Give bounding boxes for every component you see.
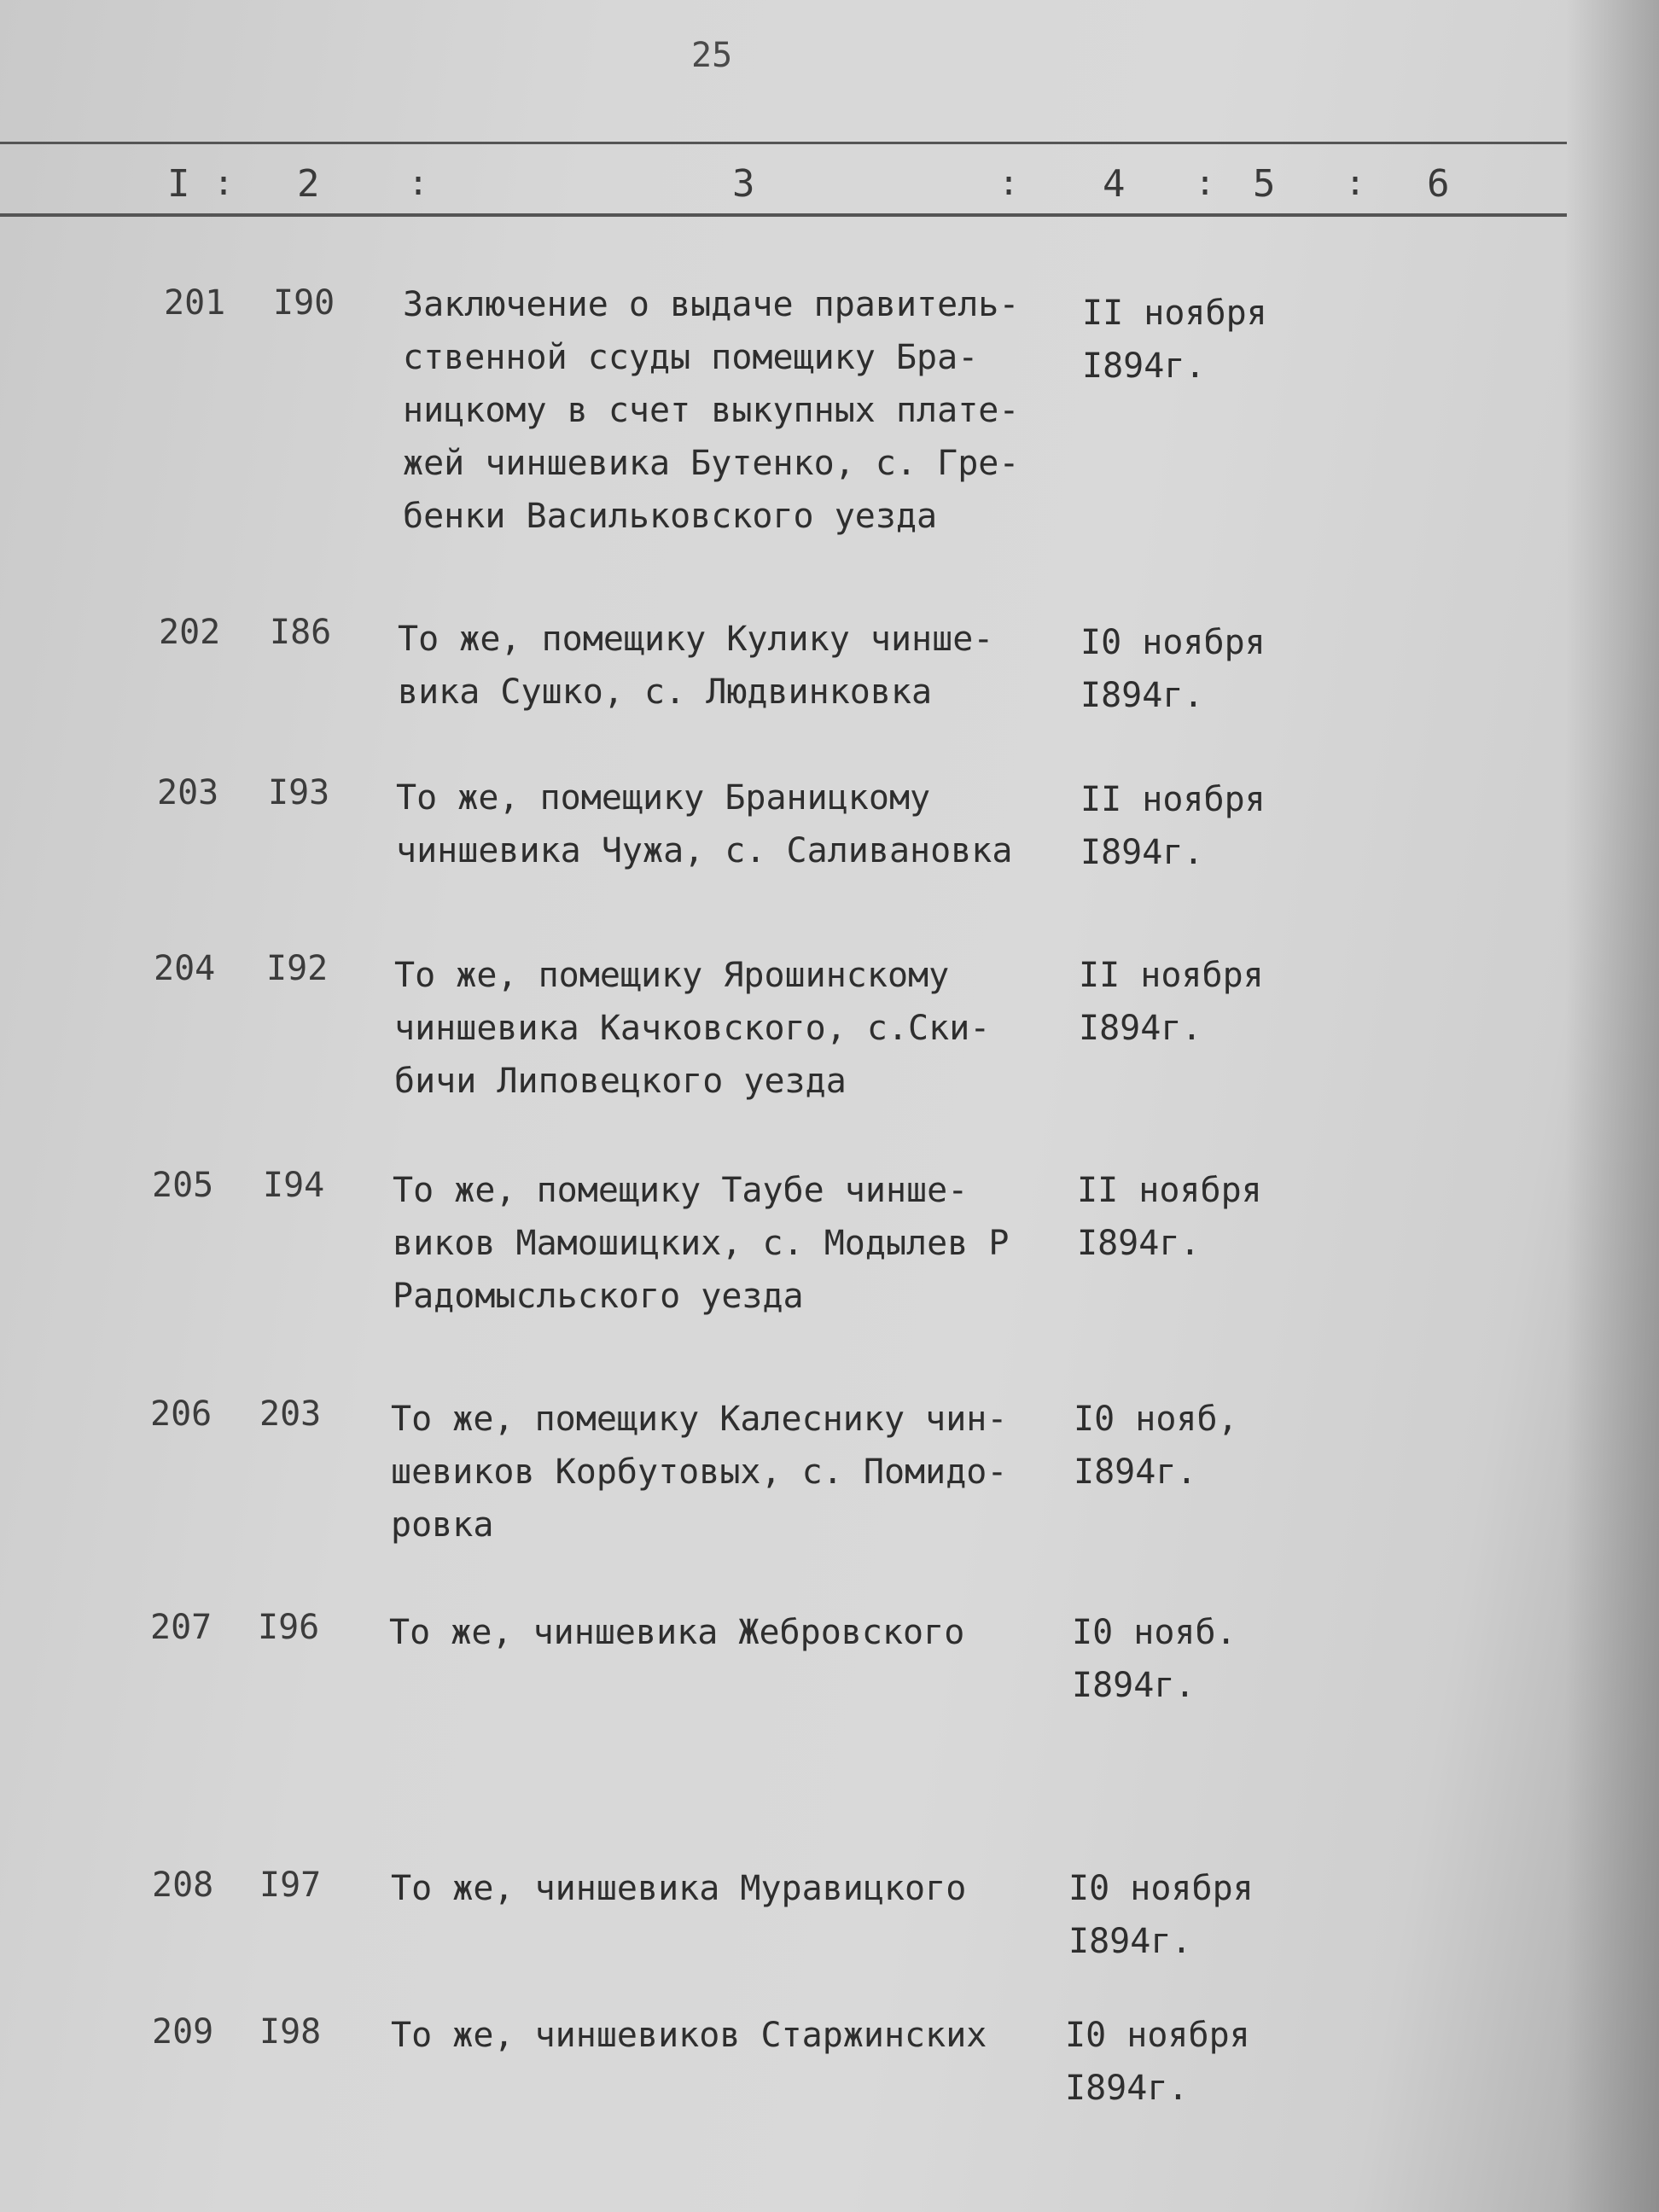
row-date: I0 ноября: [1068, 1869, 1254, 1908]
row-date: I894г.: [1072, 1666, 1196, 1705]
row-line: чиншевика Чужа, с. Саливановка: [396, 831, 1013, 870]
row-date: I894г.: [1074, 1452, 1197, 1492]
row-line: чиншевика Качковского, с.Ски-: [394, 1009, 991, 1048]
row-line: То же, помещику Кулику чинше-: [398, 620, 994, 659]
row-number: 206: [150, 1394, 212, 1434]
row-date: I894г.: [1068, 1922, 1192, 1961]
row-date: II ноября: [1082, 294, 1267, 333]
row-number: 201: [164, 283, 226, 323]
row-date: I894г.: [1077, 1224, 1201, 1263]
row-line: Заключение о выдаче правитель-: [403, 285, 1020, 324]
column-separator: :: [213, 164, 235, 203]
row-ref: I86: [270, 613, 332, 652]
column-header-5: 5: [1253, 162, 1276, 206]
row-ref: I90: [273, 283, 335, 323]
row-ref: 203: [259, 1394, 322, 1434]
row-line: То же, помещику Браницкому: [396, 778, 931, 818]
header-rule-top: [0, 142, 1567, 144]
row-date: II ноября: [1077, 1171, 1262, 1210]
row-number: 209: [152, 2012, 214, 2052]
row-line: То же, чиншевиков Старжинских: [391, 2016, 987, 2055]
row-ref: I96: [258, 1608, 320, 1647]
column-separator: :: [408, 164, 429, 203]
row-ref: I98: [259, 2012, 322, 2052]
column-header-2: 2: [297, 162, 320, 206]
row-date: II ноября: [1079, 956, 1264, 995]
row-ref: I94: [263, 1166, 325, 1205]
page-shadow: [1565, 0, 1659, 2212]
row-date: I894г.: [1079, 1009, 1202, 1048]
row-line: То же, помещику Таубе чинше-: [393, 1171, 969, 1210]
row-date: I894г.: [1080, 676, 1204, 715]
row-line: бичи Липовецкого уезда: [394, 1062, 847, 1101]
row-line: жей чиншевика Бутенко, с. Гре-: [403, 444, 1020, 483]
row-line: шевиков Корбутовых, с. Помидо-: [391, 1452, 1008, 1492]
column-separator: :: [998, 164, 1020, 203]
row-date: I894г.: [1065, 2069, 1189, 2108]
row-number: 203: [157, 773, 219, 812]
row-line: ственной ссуды помещику Бра-: [403, 338, 979, 377]
row-line: То же, чиншевика Жебровского: [389, 1613, 965, 1652]
row-ref: I92: [266, 949, 329, 988]
column-header-1: I: [167, 162, 190, 206]
column-header-3: 3: [732, 162, 755, 206]
row-number: 202: [159, 613, 221, 652]
column-header-6: 6: [1427, 162, 1450, 206]
column-separator: :: [1195, 164, 1216, 203]
row-number: 207: [150, 1608, 212, 1647]
row-line: То же, помещику Ярошинскому: [394, 956, 950, 995]
row-number: 205: [152, 1166, 214, 1205]
row-line: То же, чиншевика Муравицкого: [391, 1869, 967, 1908]
row-date: I0 ноября: [1080, 623, 1266, 662]
row-line: ровка: [391, 1505, 494, 1545]
row-date: I0 ноября: [1065, 2016, 1250, 2055]
row-line: виков Мамошицких, с. Модылев Р: [393, 1224, 1010, 1263]
row-line: Радомысльского уезда: [393, 1277, 804, 1316]
column-header-4: 4: [1103, 162, 1126, 206]
row-date: I0 нояб,: [1074, 1400, 1238, 1439]
page-number: 25: [691, 36, 733, 75]
row-number: 208: [152, 1866, 214, 1905]
row-date: II ноября: [1080, 780, 1266, 819]
row-date: I894г.: [1080, 833, 1204, 872]
header-rule-bottom: [0, 213, 1567, 217]
row-ref: I97: [259, 1866, 322, 1905]
column-separator: :: [1345, 164, 1366, 203]
row-line: То же, помещику Калеснику чин-: [391, 1400, 1008, 1439]
row-number: 204: [154, 949, 216, 988]
row-line: вика Сушко, с. Людвинковка: [398, 672, 933, 712]
row-line: бенки Васильковского уезда: [403, 497, 938, 536]
row-date: I894г.: [1082, 346, 1206, 386]
row-date: I0 нояб.: [1072, 1613, 1237, 1652]
row-ref: I93: [268, 773, 330, 812]
row-line: ницкому в счет выкупных плате-: [403, 391, 1020, 430]
